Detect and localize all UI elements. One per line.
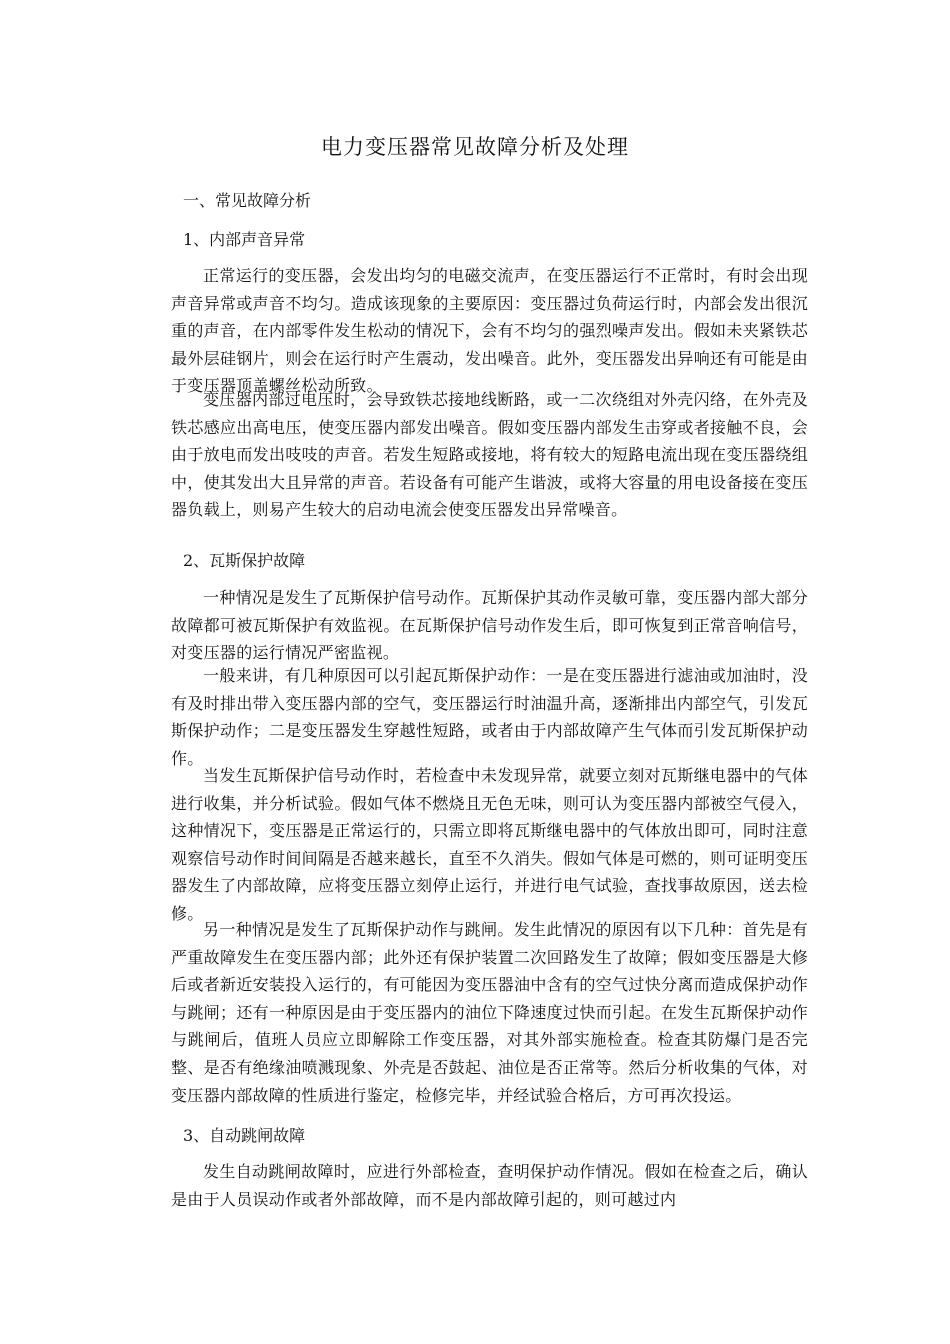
paragraph: 另一种情况是发生了瓦斯保护动作与跳闸。发生此情况的原因有以下几种：首先是有严重故障发生在变压器内部；此外还有保护装置二次回路发生了故障；假如变压器是大修后或者新近安装投入运行的，有可能因为变压器油中含有的空气过快分离而造成保护动作与跳闸；还有一种原因是由于变压器内的油位下降速度过快而引起。在发生瓦斯保护动作与跳闸后，值班人员应立即解除工作变压器，对其外部实施检查。检查其防爆门是否完整、是否有绝缘油喷溅现象、外壳是否鼓起、油位是否正常等。然后分析收集的气体，对变压器内部故障的性质进行鉴定，检修完毕，并经试验合格后，方可再次投运。 [171,920,808,1105]
document-title: 电力变压器常见故障分析及处理 [321,135,629,159]
paragraph: 发生自动跳闸故障时，应进行外部检查，查明保护动作情况。假如在检查之后，确认是由于人员误动作或者外部故障，而不是内部故障引起的，则可越过内 [171,1162,808,1209]
paragraph: 正常运行的变压器，会发出均匀的电磁交流声，在变压器运行不正常时，有时会出现声音异常或声音不均匀。造成该现象的主要原因：变压器过负荷运行时，内部会发出很沉重的声音，在内部零件发生松动的情况下，会有不均匀的强烈噪声发出。假如未夹紧铁芯最外层硅钢片，则会在运行时产生震动，发出噪音。此外，变压器发出异响还有可能是由于变压器顶盖螺丝松动所致。 [171,266,808,396]
paragraph: 一种情况是发生了瓦斯保护信号动作。瓦斯保护其动作灵敏可靠，变压器内部大部分故障都可被瓦斯保护有效监视。在瓦斯保护信号动作发生后，即可恢复到正常音响信号，对变压器的运行情况严密监视。 [171,588,808,663]
subsection-heading-1: 1、内部声音异常 [183,230,306,249]
paragraph: 变压器内部过电压时，会导致铁芯接地线断路，或一二次绕组对外壳闪络，在外壳及铁芯感应出高电压，使变压器内部发出噪音。假如变压器内部发生击穿或者接触不良，会由于放电而发出吱吱的声音。若发生短路或接地，将有较大的短路电流出现在变压器绕组中，使其发出大且异常的声音。若设备有可能产生谐波，或将大容量的用电设备接在变压器负载上，则易产生较大的启动电流会使变压器发出异常噪音。 [171,390,808,520]
section-heading: 一、常见故障分析 [183,191,312,210]
paragraph: 当发生瓦斯保护信号动作时，若检查中未发现异常，就要立刻对瓦斯继电器中的气体进行收集，并分析试验。假如气体不燃烧且无色无味，则可认为变压器内部被空气侵入，这种情况下，变压器是正常运行的，只需立即将瓦斯继电器中的气体放出即可，同时注意观察信号动作时间间隔是否越来越长，直至不久消失。假如气体是可燃的，则可证明变压器发生了内部故障，应将变压器立刻停止运行，并进行电气试验，查找事故原因，送去检修。 [171,766,808,923]
subsection-heading-2: 2、瓦斯保护故障 [183,551,306,570]
paragraph: 一般来讲，有几种原因可以引起瓦斯保护动作：一是在变压器进行滤油或加油时，没有及时排出带入变压器内部的空气，变压器运行时油温升高，逐渐排出内部空气，引发瓦斯保护动作；二是变压器发生穿越性短路，或者由于内部故障产生气体而引发瓦斯保护动作。 [171,666,808,768]
subsection-heading-3: 3、自动跳闸故障 [183,1126,306,1145]
